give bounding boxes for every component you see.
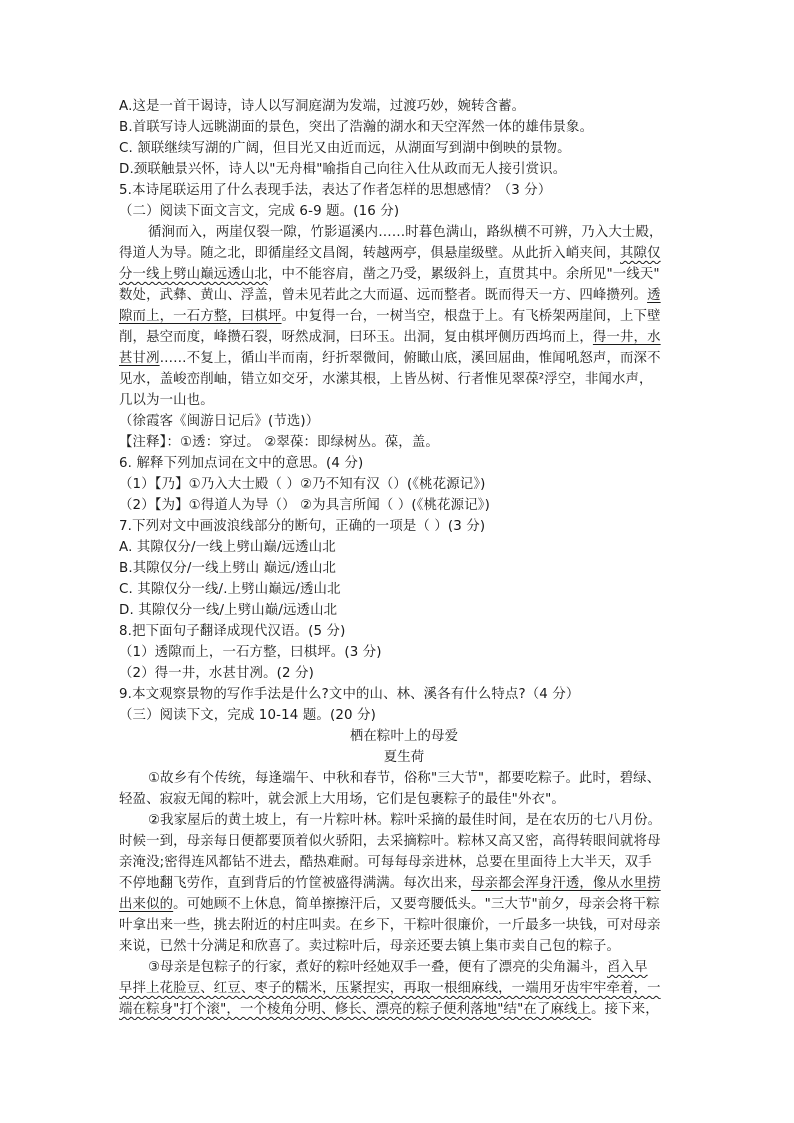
section-3-heading: （三）阅读下文，完成 10-14 题。(20 分) — [119, 708, 376, 723]
passage-line — [119, 307, 689, 327]
underlined-text: 透 — [647, 288, 661, 303]
essay-line: 叶拿出来一些，挑去附近的村庄叫卖。在乡下，干粽叶很廉价，一斤最多一块钱，可对母亲 — [119, 918, 661, 933]
question-5: 5.本诗尾联运用了什么表现手法，表达了作者怎样的思想感情？（3 分） — [119, 183, 552, 198]
wavy-underline-text: 其隙仅 — [620, 246, 661, 261]
question-6-2: （2）【为】①得道人为导（） ②为具言所闻（ ）(《桃花源记》) — [119, 498, 490, 513]
essay-line: ②我家屋后的黄土坡上，有一片粽叶林。粽叶采摘的最佳时间，是在农历的七八月份。 — [148, 813, 662, 828]
essay-line: 亲淹没;密得连风都钻不进去，酷热难耐。可每每母亲进林，总要在里面待上大半天，双手 — [119, 855, 652, 870]
underlined-text: 隙而上，一石方整，曰棋坪 — [119, 309, 282, 324]
passage-line: 循涧而入，两崖仅裂一隙，竹影逼溪内……时暮色满山，路纵横不可辨，乃入大士殿， — [148, 225, 663, 240]
essay-line: ①故乡有个传统，每逢端午、中秋和春节，俗称"三大节"，都要吃粽子。此时，碧绿、 — [148, 771, 661, 786]
question-9: 9.本文观察景物的写作手法是什么?文中的山、林、溪各有什么特点?（4 分） — [119, 687, 580, 702]
question-6-1: （1）【乃】①乃入大士殿（ ）②乃不知有汉（）(《桃花源记》) — [119, 477, 486, 492]
passage-line — [119, 328, 689, 348]
wavy-underline-text: 舀入早 — [607, 960, 648, 975]
essay-author: 夏生荷 — [383, 750, 425, 765]
essay-line — [119, 874, 689, 894]
passage-text: 得道人为导。随之北，即循崖经文昌阁，转越两亭，俱悬崖级壁。从此折入峭夹间， — [119, 246, 621, 261]
essay-text: 。接下来， — [591, 1002, 659, 1017]
essay-title: 栖在粽叶上的母爱 — [349, 729, 459, 744]
question-7: 7.下列对文中画波浪线部分的断句，正确的一项是（ ）(3 分) — [119, 519, 486, 534]
passage-text: ……不复上，循山半而南，纡折翠微间，俯瞰山底，溪回屈曲，惟闻吼怒声，而深不 — [159, 351, 661, 366]
passage-line: 几以为一山也。 — [119, 393, 214, 408]
passage-line — [119, 244, 689, 264]
q7-option-b: B.其隙仅分/一线上劈山 巅远/透山北 — [119, 561, 337, 576]
question-6: 6. 解释下列加点词在文中的意思。(4 分) — [119, 456, 364, 471]
question-8-2: （2）得一井，水甚甘冽。(2 分) — [119, 666, 314, 681]
essay-line: 时候一到，母亲每日便都要顶着似火骄阳，去采摘粽叶。粽林又高又密，高得转眼间就将母 — [119, 834, 661, 849]
q7-option-d: D. 其隙仅分一线/上劈山巅/远透山北 — [119, 603, 338, 618]
essay-line — [148, 958, 689, 978]
underlined-text: 出来似的 — [119, 897, 174, 912]
passage-source: （徐霞客《闽游日记后》(节选)） — [119, 414, 320, 429]
passage-text: 。中复得一台，一树当空，根盘于上。有飞桥架两崖间，上下壁 — [281, 309, 661, 324]
wavy-underline-text: 端在粽身"打个滚"，一个棱角分明、修长、漂亮的粽子便利落地"结"在了麻线上 — [119, 1002, 592, 1017]
wavy-underline-text: 分一线上劈山巅远透山北 — [119, 267, 268, 282]
option-b: B.首联写诗人远眺湖面的景色，突出了浩瀚的湖水和天空浑然一体的雄伟景象。 — [119, 120, 594, 135]
essay-line — [119, 895, 689, 915]
essay-line — [119, 1000, 689, 1020]
underlined-text: 甚甘冽 — [119, 351, 160, 366]
passage-text: 数处，武彝、黄山、浮盖，曾未见若此之大而逼、远而整者。既而得天一方、四峰攒列。 — [119, 288, 648, 303]
option-d: D.颈联触景兴怀，诗人以"无舟楫"喻指自己向往入仕从政而无人接引赏识。 — [119, 162, 567, 177]
question-8: 8.把下面句子翻译成现代汉语。(5 分) — [119, 624, 346, 639]
passage-text: ，中不能容肩，凿之乃受，累级斜上，直贯其中。余所见"一线天" — [267, 267, 660, 282]
section-2-heading: （二）阅读下面文言文，完成 6-9 题。(16 分) — [119, 204, 400, 219]
option-a: A.这是一首干谒诗，诗人以写洞庭湖为发端，过渡巧妙，婉转含蓄。 — [119, 99, 526, 114]
underlined-text: 母亲都会浑身汗透，像从水里捞 — [471, 876, 661, 891]
essay-line: 来说，已然十分满足和欣喜了。卖过粽叶后，母亲还要去镇上集市卖自己包的粽子。 — [119, 939, 621, 954]
essay-text: 。可她顾不上休息，简单擦擦汗后，又要弯腰低头。"三大节"前夕，母亲会将干粽 — [173, 897, 660, 912]
wavy-underline-text: 早拌上花脸豆、红豆、枣子的糯米，压紧捏实，再取一根细麻线，一端用牙齿牢牢牵着，一 — [119, 981, 661, 996]
passage-line — [119, 265, 689, 285]
essay-text: 不停地翻飞劳作，直到背后的竹筐被盛得满满。每次出来， — [119, 876, 472, 891]
essay-line: 轻盈、寂寂无闻的粽叶，就会派上大用场，它们是包裹粽子的最佳"外衣"。 — [119, 792, 565, 807]
passage-line — [119, 286, 689, 306]
underlined-text: 得一井，水 — [592, 330, 661, 345]
passage-line — [119, 349, 689, 369]
passage-text: 削，悬空而度，峰攒石裂，呀然成洞，曰环玉。出洞，复由棋坪侧历西坞而上， — [119, 330, 593, 345]
option-c: C. 颔联继续写湖的广阔，但目光又由近而远，从湖面写到湖中倒映的景物。 — [119, 141, 571, 156]
essay-line — [119, 979, 689, 999]
q7-option-a: A. 其隙仅分/一线上劈山巅/远透山北 — [119, 540, 336, 555]
annotation: 【注释】：①透：穿过。 ②翠葆：即绿树丛。葆，盖。 — [119, 435, 439, 450]
q7-option-c: C. 其隙仅分一线/.上劈山巅远/透山北 — [119, 582, 341, 597]
question-8-1: （1）透隙而上，一石方整，曰棋坪。(3 分) — [119, 645, 382, 660]
essay-text: ③母亲是包粽子的行家，煮好的粽叶经她双手一叠，便有了漂亮的尖角漏斗， — [148, 960, 607, 975]
passage-line: 见水，盖峻峦削岫，错立如交牙，水潆其根，上皆丛树、行者惟见翠葆²浮空，非闻水声， — [119, 372, 653, 387]
